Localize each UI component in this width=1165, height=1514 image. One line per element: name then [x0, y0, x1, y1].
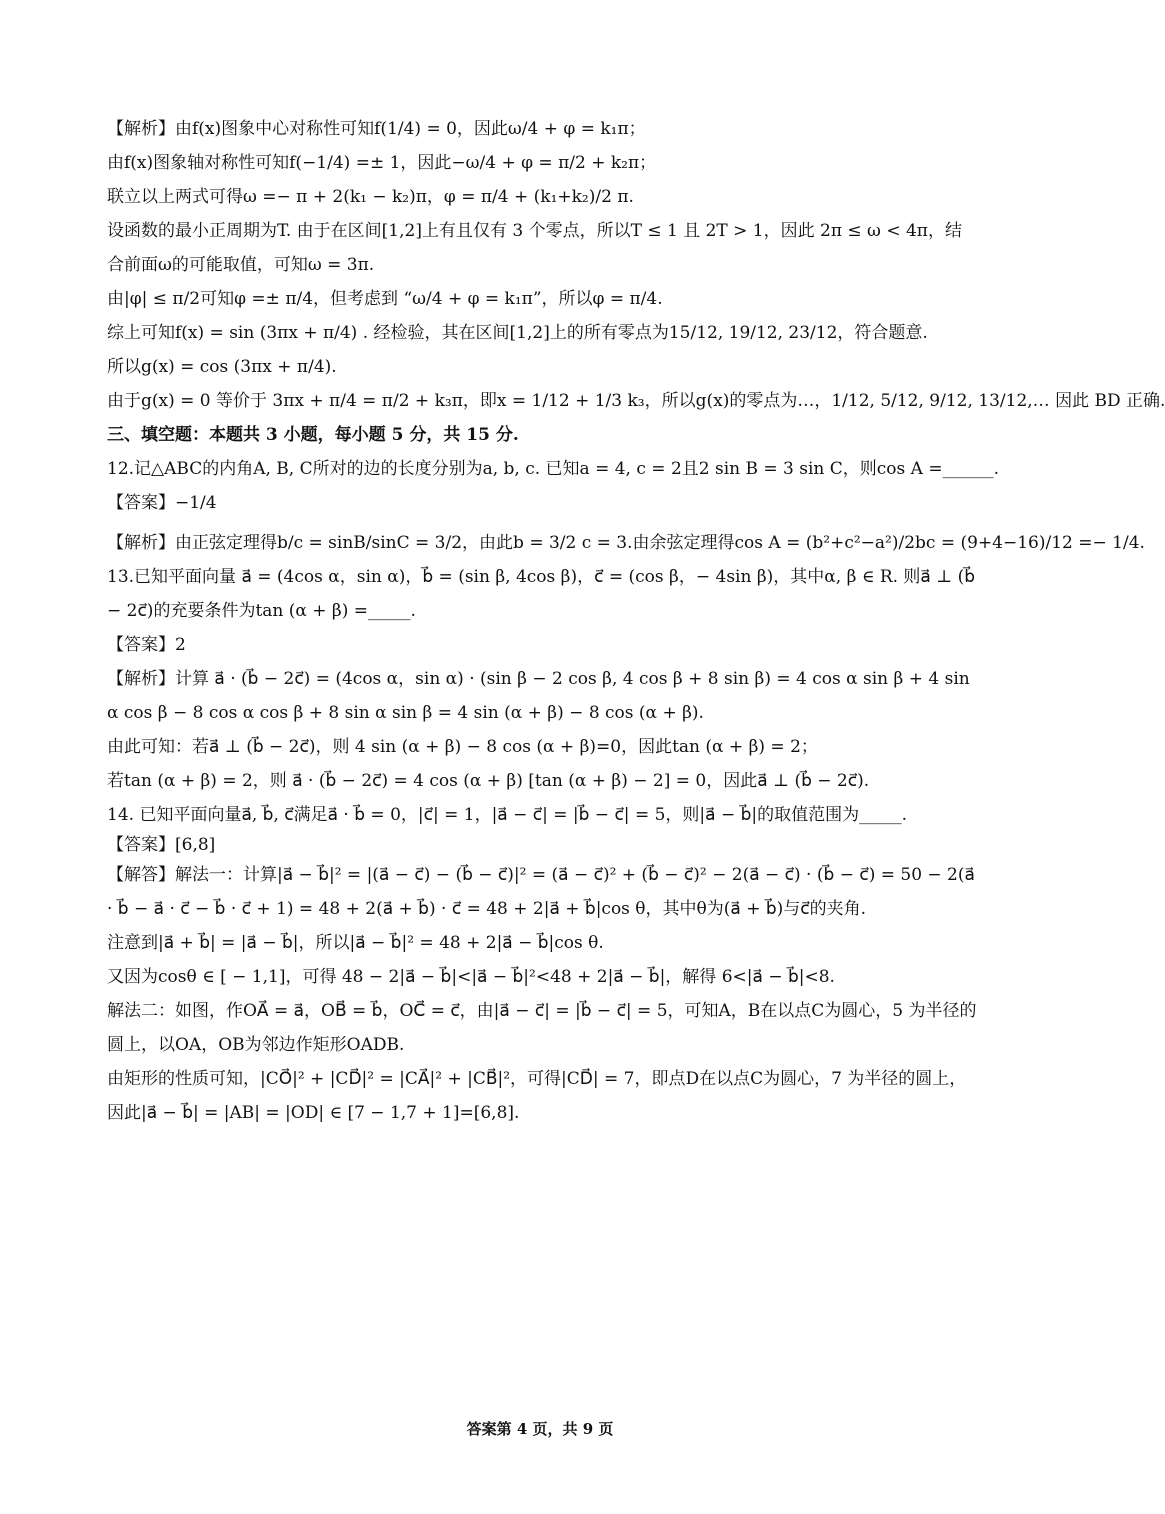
answer-13: 【答案】2	[107, 635, 186, 655]
analysis-13: 【解析】计算 a⃗ · (b⃗ − 2c⃗) = (4cos α，sin α) · (sin β − 2 cos β, 4 cos β + 8 sin β) = 4 cos α sin β + 4 sin α cos β − 8 cos α cos β + 8 sin α sin β = 4 sin (α + β) − 8 cos (α + β).	[107, 669, 970, 723]
solution-14-method-2: 解法二：如图，作OA⃗ = a⃗，OB⃗ = b⃗，OC⃗ = c⃗，由|a⃗ − c⃗| = |b⃗ − c⃗| = 5，可知A，B在以点C为圆心，5 为半径的圆上，以OA，OB为邻边作矩形OADB.	[107, 1001, 977, 1055]
page-footer: 答案第 4 页，共 9 页	[466, 1420, 614, 1438]
question-13: 13.已知平面向量 a⃗ = (4cos α，sin α)，b⃗ = (sin β, 4cos β)，c⃗ = (cos β，− 4sin β)，其中α, β ∈ R. 则a⃗ ⊥ (b⃗ − 2c⃗)的充要条件为tan (α + β) =_____.	[107, 567, 976, 621]
solution-14-line-5: 由矩形的性质可知，|CO⃗|² + |CD⃗|² = |CA⃗|² + |CB⃗|²，可得|CD⃗| = 7，即点D在以点C为圆心，7 为半径的圆上，	[107, 1069, 967, 1089]
analysis-13-line-2: 由此可知：若a⃗ ⊥ (b⃗ − 2c⃗)，则 4 sin (α + β) − 8 cos (α + β)=0，因此tan (α + β) = 2；	[107, 737, 818, 757]
question-14: 14. 已知平面向量a⃗, b⃗, c⃗满足a⃗ · b⃗ = 0，|c⃗| = 1，|a⃗ − c⃗| = |b⃗ − c⃗| = 5，则|a⃗ − b⃗|的取值范围为_____.	[107, 805, 908, 825]
analysis-line-8: 由于g(x) = 0 等价于 3πx + π/4 = π/2 + k₃π，即x = 1/12 + 1/3 k₃，所以g(x)的零点为…，1/12, 5/12, 9/12, 13/12,… 因此 BD 正确.	[107, 391, 1165, 411]
analysis-12: 【解析】由正弦定理得b/c = sinB/sinC = 3/2，由此b = 3/2 c = 3.由余弦定理得cos A = (b²+c²−a²)/2bc = (9+4−16)/12 =− 1/4.	[107, 533, 1145, 553]
analysis-line-6: 综上可知f(x) = sin (3πx + π/4) . 经检验，其在区间[1,2]上的所有零点为15/12, 19/12, 23/12，符合题意.	[107, 323, 928, 343]
analysis-13-line-3: 若tan (α + β) = 2，则 a⃗ · (b⃗ − 2c⃗) = 4 cos (α + β) [tan (α + β) − 2] = 0，因此a⃗ ⊥ (b⃗ − 2c⃗).	[107, 771, 870, 791]
analysis-line-1: 【解析】由f(x)图象中心对称性可知f(1/4) = 0，因此ω/4 + φ = k₁π；	[107, 119, 646, 139]
answer-14: 【答案】[6,8]	[107, 835, 216, 855]
question-12: 12.记△ABC的内角A, B, C所对的边的长度分别为a, b, c. 已知a = 4, c = 2且2 sin B = 3 sin C，则cos A =______.	[107, 459, 999, 479]
analysis-line-4: 设函数的最小正周期为T. 由于在区间[1,2]上有且仅有 3 个零点，所以T ≤ 1 且 2T > 1，因此 2π ≤ ω < 4π，结合前面ω的可能取值，可知ω = 3π.	[107, 221, 962, 275]
section-heading: 三、填空题：本题共 3 小题，每小题 5 分，共 15 分.	[107, 425, 519, 445]
solution-14-conclusion: 因此|a⃗ − b⃗| = |AB| = |OD| ∈ [7 − 1,7 + 1]=[6,8].	[107, 1103, 520, 1123]
analysis-line-7: 所以g(x) = cos (3πx + π/4).	[107, 357, 337, 377]
answer-12: 【答案】−1/4	[107, 493, 217, 513]
solution-14-line-2: 注意到|a⃗ + b⃗| = |a⃗ − b⃗|，所以|a⃗ − b⃗|² = 48 + 2|a⃗ − b⃗|cos θ.	[107, 933, 604, 953]
solution-14-line-3: 又因为cosθ ∈ [ − 1,1]，可得 48 − 2|a⃗ − b⃗|<|a⃗ − b⃗|²<48 + 2|a⃗ − b⃗|，解得 6<|a⃗ − b⃗|<8.	[107, 967, 835, 987]
solution-14-method-1: 【解答】解法一：计算|a⃗ − b⃗|² = |(a⃗ − c⃗) − (b⃗ − c⃗)|² = (a⃗ − c⃗)² + (b⃗ − c⃗)² − 2(a⃗ − c⃗) · (b⃗ − c⃗) = 50 − 2(a⃗ · b⃗ − a⃗ · c⃗ − b⃗ · c⃗ + 1) = 48 + 2(a⃗ + b⃗) · c⃗ = 48 + 2|a⃗ + b⃗|cos θ，其中θ为(a⃗ + b⃗)与c⃗的夹角.	[107, 865, 975, 919]
analysis-line-5: 由|φ| ≤ π/2可知φ =± π/4，但考虑到 “ω/4 + φ = k₁π”，所以φ = π/4.	[107, 289, 663, 309]
analysis-line-2: 由f(x)图象轴对称性可知f(−1/4) =± 1，因此−ω/4 + φ = π/2 + k₂π；	[107, 153, 657, 173]
answer-page	[107, 112, 1165, 1130]
analysis-line-3: 联立以上两式可得ω =− π + 2(k₁ − k₂)π，φ = π/4 + (k₁+k₂)/2 π.	[107, 187, 634, 207]
